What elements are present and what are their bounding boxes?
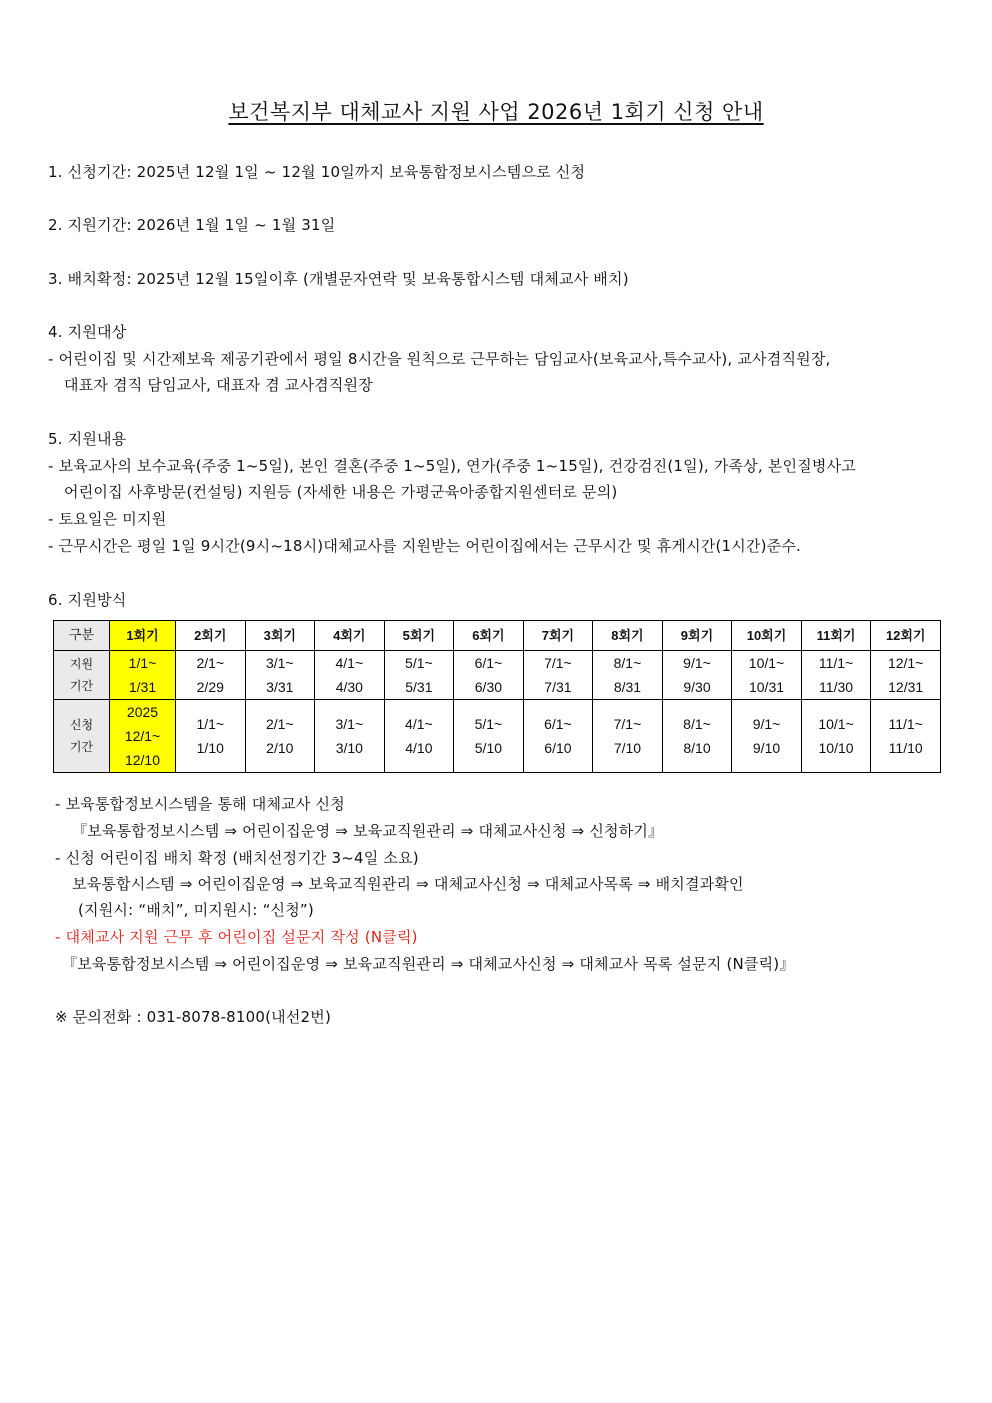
- support-period: 2. 지원기간: 2026년 1월 1일 ~ 1월 31일: [48, 216, 336, 234]
- note-path: 『보육통합정보시스템 ⇒ 어린이집운영 ⇒ 보육교직원관리 ⇒ 대체교사신청 ⇒ 대체교사 목록 설문지 (N클릭)』: [62, 955, 795, 973]
- table-cell: 7/1~ 7/31: [523, 651, 593, 700]
- table-cell: 5/1~ 5/31: [384, 651, 454, 700]
- content-line: - 근무시간은 평일 1일 9시간(9시~18시)대체교사를 지원받는 어린이집에서는 근무시간 및 휴게시간(1시간)준수.: [48, 537, 802, 555]
- table-cell: 12/1~ 12/31: [871, 651, 941, 700]
- table-cell: 8/1~ 8/10: [662, 700, 732, 773]
- table-cell: 7/1~ 7/10: [593, 700, 663, 773]
- table-cell: 6/1~ 6/30: [454, 651, 524, 700]
- round-header: 11회기: [801, 621, 871, 651]
- note-path: 『보육통합정보시스템 ⇒ 어린이집운영 ⇒ 보육교직원관리 ⇒ 대체교사신청 ⇒ 신청하기』: [72, 822, 664, 840]
- content-line: - 토요일은 미지원: [48, 510, 167, 528]
- table-cell: 1/1~ 1/10: [176, 700, 246, 773]
- header-label: 구분: [54, 621, 110, 651]
- table-cell: 4/1~ 4/10: [384, 700, 454, 773]
- table-cell: 2/1~ 2/10: [245, 700, 315, 773]
- target-heading: 4. 지원대상: [48, 323, 127, 341]
- note-line: - 보육통합정보시스템을 통해 대체교사 신청: [55, 795, 345, 813]
- table-cell: 8/1~ 8/31: [593, 651, 663, 700]
- round-header: 8회기: [593, 621, 663, 651]
- content-line: - 보육교사의 보수교육(주중 1~5일), 본인 결혼(주중 1~5일), 연가(주중 1~15일), 건강검진(1일), 가족상, 본인질병사고: [48, 457, 856, 475]
- round-header: 6회기: [454, 621, 524, 651]
- content-line: 어린이집 사후방문(컨설팅) 지원등 (자세한 내용은 가평군육아종합지원센터로 문의): [64, 483, 618, 501]
- page-title: 보건복지부 대체교사 지원 사업 2026년 1회기 신청 안내: [228, 100, 764, 124]
- table-cell: 1/1~ 1/31: [110, 651, 176, 700]
- apply-period: 1. 신청기간: 2025년 12월 1일 ~ 12월 10일까지 보육통합정보시스템으로 신청: [48, 163, 586, 181]
- note-line-emphasis: - 대체교사 지원 근무 후 어린이집 설문지 작성 (N클릭): [55, 928, 418, 946]
- apply-period-row: [54, 700, 941, 773]
- round-header: 4회기: [315, 621, 385, 651]
- table-cell: 3/1~ 3/10: [315, 700, 385, 773]
- contact-phone: ※ 문의전화 : 031-8078-8100(내선2번): [55, 1008, 332, 1026]
- table-cell: 9/1~ 9/10: [732, 700, 802, 773]
- round-header: 9회기: [662, 621, 732, 651]
- table-cell: 6/1~ 6/10: [523, 700, 593, 773]
- support-period-row: [54, 651, 941, 700]
- table-header-row: [54, 621, 941, 651]
- table-cell: 11/1~ 11/10: [871, 700, 941, 773]
- round-header: 3회기: [245, 621, 315, 651]
- table-cell: 2/1~ 2/29: [176, 651, 246, 700]
- target-line: 대표자 겸직 담임교사, 대표자 겸 교사겸직원장: [64, 376, 373, 394]
- note-line: - 신청 어린이집 배치 확정 (배치선정기간 3~4일 소요): [55, 849, 419, 867]
- content-heading: 5. 지원내용: [48, 430, 127, 448]
- table-cell: 2025 12/1~ 12/10: [110, 700, 176, 773]
- round-header: 7회기: [523, 621, 593, 651]
- round-header: 1회기: [110, 621, 176, 651]
- placement-date: 3. 배치확정: 2025년 12월 15일이후 (개별문자연락 및 보육통합시스템 대체교사 배치): [48, 270, 629, 288]
- round-header: 10회기: [732, 621, 802, 651]
- table-cell: 4/1~ 4/30: [315, 651, 385, 700]
- table-cell: 9/1~ 9/30: [662, 651, 732, 700]
- note-path: 보육통합시스템 ⇒ 어린이집운영 ⇒ 보육교직원관리 ⇒ 대체교사신청 ⇒ 대체교사목록 ⇒ 배치결과확인: [72, 875, 744, 893]
- support-label: 지원 기간: [54, 651, 110, 700]
- round-header: 12회기: [871, 621, 941, 651]
- table-cell: 10/1~ 10/10: [801, 700, 871, 773]
- apply-label: 신청 기간: [54, 700, 110, 773]
- table-cell: 11/1~ 11/30: [801, 651, 871, 700]
- round-header: 5회기: [384, 621, 454, 651]
- table-cell: 10/1~ 10/31: [732, 651, 802, 700]
- method-heading: 6. 지원방식: [48, 591, 127, 609]
- round-header: 2회기: [176, 621, 246, 651]
- table-cell: 5/1~ 5/10: [454, 700, 524, 773]
- target-line: - 어린이집 및 시간제보육 제공기관에서 평일 8시간을 원칙으로 근무하는 담임교사(보육교사,특수교사), 교사겸직원장,: [48, 350, 831, 368]
- table-cell: 3/1~ 3/31: [245, 651, 315, 700]
- note-status: (지원시: “배치”, 미지원시: “신청”): [78, 901, 314, 919]
- schedule-table: [53, 620, 941, 773]
